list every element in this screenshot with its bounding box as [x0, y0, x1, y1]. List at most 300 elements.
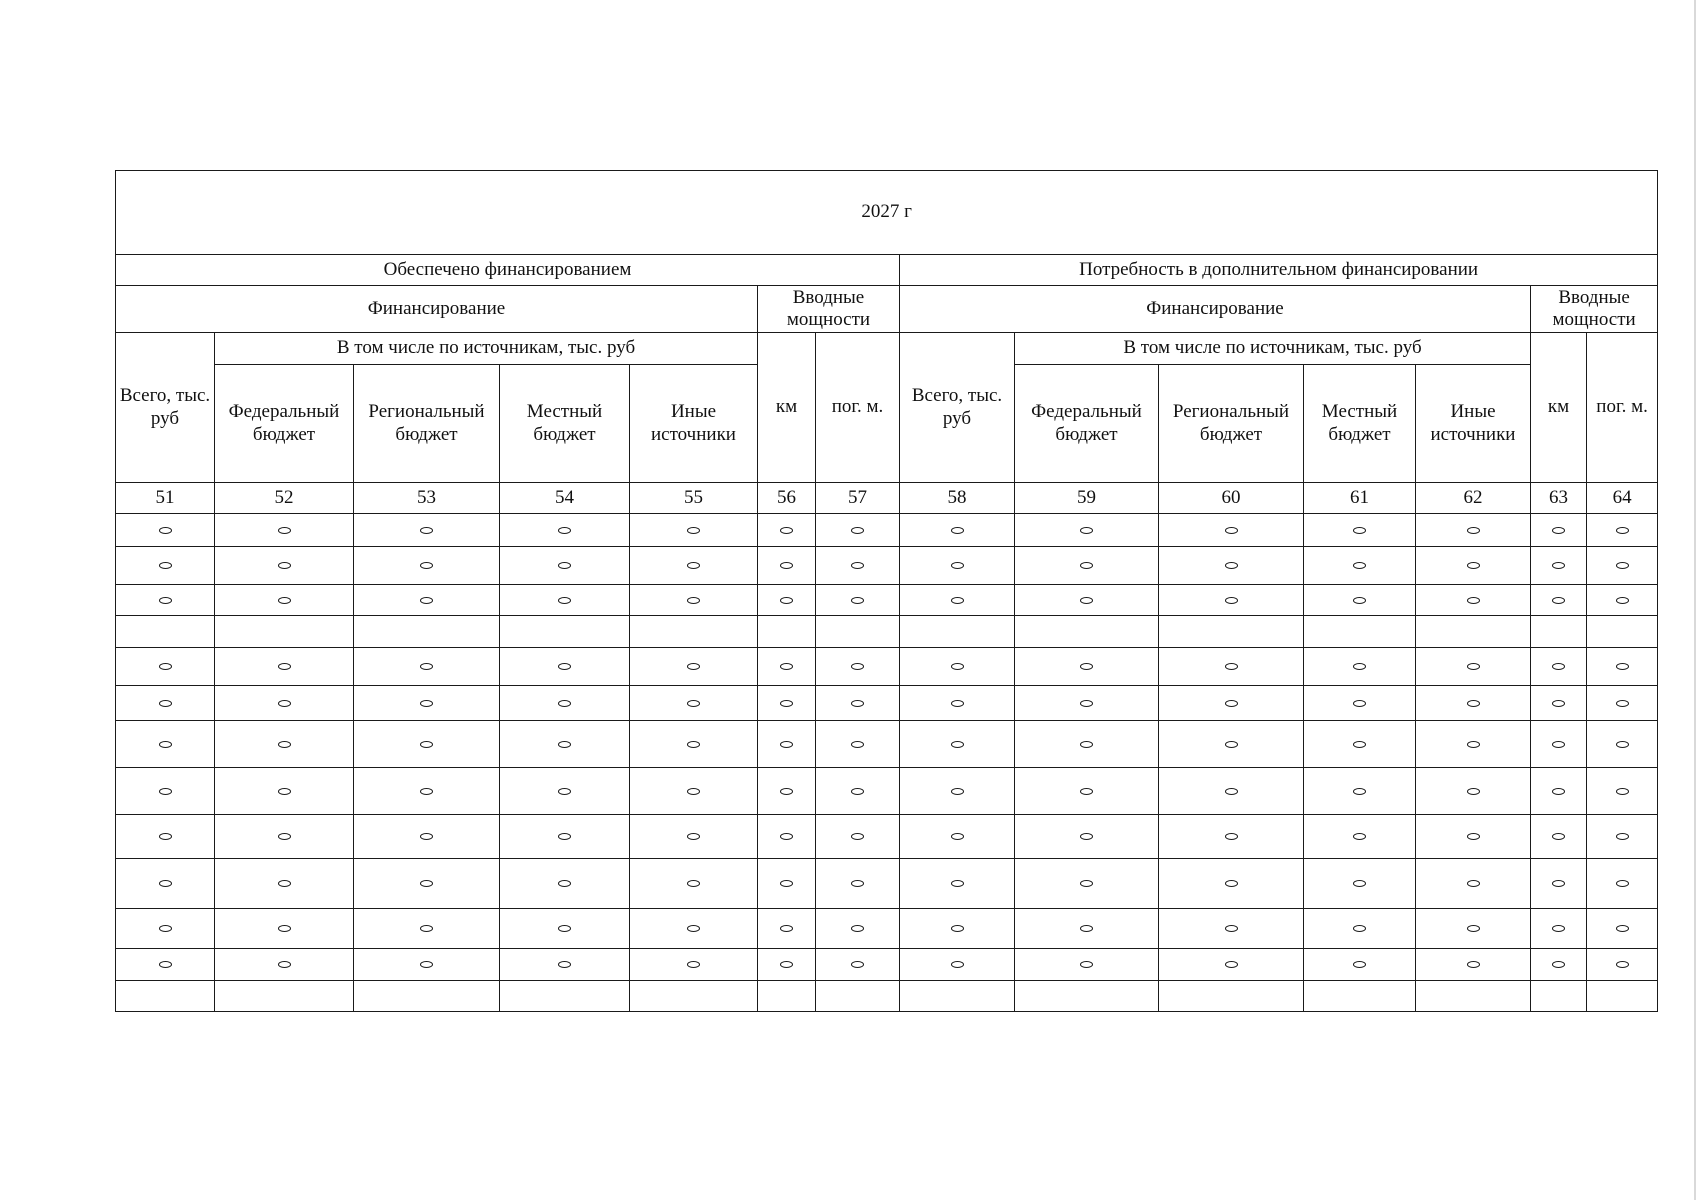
table-cell [816, 585, 900, 616]
dash-mark [159, 562, 172, 569]
table-cell [1159, 768, 1304, 815]
dash-mark [420, 562, 433, 569]
dash-mark [1552, 880, 1565, 887]
table-cell [900, 721, 1015, 768]
column-number: 61 [1304, 483, 1416, 514]
dash-mark [159, 597, 172, 604]
dash-mark [951, 741, 964, 748]
dash-mark [1616, 880, 1629, 887]
table-cell [900, 686, 1015, 721]
dash-mark [1467, 788, 1480, 795]
table-cell [1416, 949, 1531, 981]
table-cell [630, 721, 758, 768]
dash-mark [558, 663, 571, 670]
dash-mark [558, 961, 571, 968]
table-cell [1159, 949, 1304, 981]
dash-mark [1225, 700, 1238, 707]
table-cell [1159, 981, 1304, 1012]
dash-mark [851, 961, 864, 968]
table-cell [116, 514, 215, 547]
pog-header-left: пог. м. [816, 333, 900, 483]
table-cell [1015, 768, 1159, 815]
dash-mark [687, 700, 700, 707]
table-cell [1159, 859, 1304, 909]
dash-mark [687, 741, 700, 748]
table-cell [500, 686, 630, 721]
financing-header-right: Финансирование [900, 286, 1531, 333]
subgroup-header-row [116, 286, 1658, 333]
table-cell [1531, 616, 1587, 648]
table-cell [1531, 859, 1587, 909]
km-header-right: км [1531, 333, 1587, 483]
table-cell [354, 909, 500, 949]
dash-mark [1552, 700, 1565, 707]
dash-mark [558, 880, 571, 887]
dash-mark [159, 741, 172, 748]
table-cell [116, 949, 215, 981]
dash-mark [951, 663, 964, 670]
table-cell [1159, 909, 1304, 949]
dash-mark [851, 880, 864, 887]
table-cell [816, 721, 900, 768]
table-cell [1416, 981, 1531, 1012]
dash-mark [1225, 788, 1238, 795]
dash-mark [780, 663, 793, 670]
dash-mark [1552, 788, 1565, 795]
column-number: 59 [1015, 483, 1159, 514]
table-cell [215, 721, 354, 768]
table-cell [1015, 909, 1159, 949]
column-number: 53 [354, 483, 500, 514]
dash-mark [1080, 880, 1093, 887]
local-header-left: Местный бюджет [500, 365, 630, 483]
capacity-header-left: Вводные мощности [758, 286, 900, 333]
table-cell [816, 768, 900, 815]
dash-mark [278, 880, 291, 887]
dash-mark [1467, 741, 1480, 748]
column-number: 52 [215, 483, 354, 514]
dash-mark [851, 663, 864, 670]
other-header-right: Иные источники [1416, 365, 1531, 483]
table-cell [1587, 686, 1658, 721]
table-cell [1531, 514, 1587, 547]
pog-header-right: пог. м. [1587, 333, 1658, 483]
table-cell [1159, 686, 1304, 721]
table-cell [758, 909, 816, 949]
table-cell [1015, 721, 1159, 768]
dash-mark [1467, 663, 1480, 670]
column-number: 54 [500, 483, 630, 514]
dash-mark [558, 788, 571, 795]
dash-mark [420, 527, 433, 534]
table-cell [215, 909, 354, 949]
dash-mark [278, 562, 291, 569]
table-cell [1159, 616, 1304, 648]
table-cell [1159, 815, 1304, 859]
dash-mark [278, 597, 291, 604]
dash-mark [951, 788, 964, 795]
dash-mark [1552, 527, 1565, 534]
regional-header-right: Региональный бюджет [1159, 365, 1304, 483]
table-cell [215, 981, 354, 1012]
table-cell [215, 686, 354, 721]
column-number: 58 [900, 483, 1015, 514]
dash-mark [851, 562, 864, 569]
table-cell [1587, 981, 1658, 1012]
table-cell [1304, 616, 1416, 648]
dash-mark [1080, 833, 1093, 840]
dash-mark [851, 597, 864, 604]
table-cell [816, 859, 900, 909]
table-cell [1587, 909, 1658, 949]
table-cell [900, 547, 1015, 585]
dash-mark [558, 527, 571, 534]
total-header-right: Всего, тыс. руб [900, 333, 1015, 483]
table-cell [1304, 768, 1416, 815]
local-header-right: Местный бюджет [1304, 365, 1416, 483]
table-cell [1304, 721, 1416, 768]
table-cell [215, 514, 354, 547]
dash-mark [1616, 961, 1629, 968]
dash-mark [278, 741, 291, 748]
table-cell [630, 686, 758, 721]
dash-mark [1080, 562, 1093, 569]
dash-mark [558, 741, 571, 748]
dash-mark [1552, 597, 1565, 604]
dash-mark [159, 788, 172, 795]
table-cell [116, 815, 215, 859]
dash-mark [159, 833, 172, 840]
table-cell [758, 616, 816, 648]
table-cell [215, 648, 354, 686]
dash-mark [687, 961, 700, 968]
dash-mark [420, 663, 433, 670]
dash-mark [1225, 925, 1238, 932]
dash-mark [558, 925, 571, 932]
dash-mark [278, 788, 291, 795]
table-cell [354, 721, 500, 768]
table-title: 2027 г [116, 171, 1658, 255]
table-cell [215, 585, 354, 616]
column-number: 55 [630, 483, 758, 514]
dash-mark [1467, 700, 1480, 707]
table-cell [1159, 547, 1304, 585]
table-cell [900, 514, 1015, 547]
table-cell [116, 547, 215, 585]
table-cell [1587, 547, 1658, 585]
dash-mark [687, 562, 700, 569]
table-cell [758, 721, 816, 768]
dash-mark [159, 527, 172, 534]
dash-mark [851, 741, 864, 748]
table-cell [215, 768, 354, 815]
title-row [116, 171, 1658, 255]
dash-mark [1225, 597, 1238, 604]
dash-mark [951, 562, 964, 569]
table-cell [758, 648, 816, 686]
sources-header-left: В том числе по источникам, тыс. руб [215, 333, 758, 365]
dash-mark [780, 880, 793, 887]
column-number-row [116, 483, 1658, 514]
dash-mark [420, 597, 433, 604]
table-cell [1416, 585, 1531, 616]
table-cell [1159, 721, 1304, 768]
table-cell [215, 616, 354, 648]
dash-mark [1080, 597, 1093, 604]
table-cell [816, 616, 900, 648]
dash-mark [1616, 597, 1629, 604]
dash-mark [951, 961, 964, 968]
table-cell [630, 949, 758, 981]
table-cell [1304, 859, 1416, 909]
dash-mark [1467, 562, 1480, 569]
dash-mark [780, 700, 793, 707]
dash-mark [1467, 833, 1480, 840]
table-cell [758, 686, 816, 721]
table-row [116, 514, 1658, 547]
dash-mark [558, 700, 571, 707]
table-body [116, 171, 1658, 1012]
table-cell [116, 909, 215, 949]
table-cell [1015, 686, 1159, 721]
dash-mark [1616, 788, 1629, 795]
table-cell [1015, 648, 1159, 686]
table-row [116, 909, 1658, 949]
table-cell [116, 859, 215, 909]
table-cell [630, 815, 758, 859]
dash-mark [420, 741, 433, 748]
table-cell [1587, 721, 1658, 768]
dash-mark [278, 663, 291, 670]
table-cell [1531, 547, 1587, 585]
dash-mark [951, 700, 964, 707]
table-cell [1416, 514, 1531, 547]
table-cell [116, 981, 215, 1012]
dash-mark [159, 925, 172, 932]
table-cell [1304, 949, 1416, 981]
dash-mark [1080, 741, 1093, 748]
dash-mark [1225, 527, 1238, 534]
dash-mark [159, 961, 172, 968]
table-cell [630, 981, 758, 1012]
dash-mark [1552, 562, 1565, 569]
table-cell [900, 859, 1015, 909]
table-cell [630, 768, 758, 815]
table-cell [1531, 815, 1587, 859]
dash-mark [159, 880, 172, 887]
dash-mark [780, 961, 793, 968]
dash-mark [780, 925, 793, 932]
table-cell [500, 648, 630, 686]
table-cell [500, 514, 630, 547]
table-cell [630, 585, 758, 616]
table-cell [1015, 616, 1159, 648]
table-cell [215, 949, 354, 981]
dash-mark [1080, 663, 1093, 670]
table-cell [1304, 981, 1416, 1012]
table-cell [816, 981, 900, 1012]
dash-mark [1353, 741, 1366, 748]
dash-mark [1552, 741, 1565, 748]
secured-financing-header: Обеспечено финансированием [116, 255, 900, 286]
table-cell [354, 949, 500, 981]
dash-mark [1353, 597, 1366, 604]
table-row [116, 721, 1658, 768]
table-cell [1159, 514, 1304, 547]
sources-header-row [116, 333, 1658, 365]
table-cell [630, 859, 758, 909]
table-cell [758, 514, 816, 547]
table-cell [215, 859, 354, 909]
total-header-left: Всего, тыс. руб [116, 333, 215, 483]
dash-mark [278, 527, 291, 534]
table-cell [354, 514, 500, 547]
dash-mark [1616, 663, 1629, 670]
table-cell [500, 768, 630, 815]
table-row [116, 648, 1658, 686]
dash-mark [1080, 700, 1093, 707]
table-cell [1015, 981, 1159, 1012]
table-cell [354, 768, 500, 815]
column-number: 56 [758, 483, 816, 514]
table-cell [1416, 547, 1531, 585]
table-cell [354, 859, 500, 909]
dash-mark [1080, 527, 1093, 534]
table-cell [215, 547, 354, 585]
dash-mark [558, 562, 571, 569]
dash-mark [780, 562, 793, 569]
dash-mark [780, 527, 793, 534]
table-cell [630, 616, 758, 648]
table-cell [900, 768, 1015, 815]
table-cell [1304, 547, 1416, 585]
regional-header-left: Региональный бюджет [354, 365, 500, 483]
dash-mark [1353, 700, 1366, 707]
table-cell [354, 585, 500, 616]
dash-mark [1552, 833, 1565, 840]
dash-mark [1467, 527, 1480, 534]
other-header-left: Иные источники [630, 365, 758, 483]
table-cell [900, 648, 1015, 686]
table-row [116, 585, 1658, 616]
dash-mark [278, 925, 291, 932]
table-cell [816, 686, 900, 721]
table-cell [116, 721, 215, 768]
column-number: 57 [816, 483, 900, 514]
table-cell [900, 585, 1015, 616]
table-cell [1587, 949, 1658, 981]
empty-row [116, 981, 1658, 1012]
table-cell [1587, 585, 1658, 616]
dash-mark [1353, 833, 1366, 840]
dash-mark [951, 880, 964, 887]
table-cell [1159, 585, 1304, 616]
table-cell [1587, 815, 1658, 859]
table-cell [816, 648, 900, 686]
dash-mark [1616, 833, 1629, 840]
dash-mark [1353, 880, 1366, 887]
dash-mark [1225, 880, 1238, 887]
table-cell [1587, 648, 1658, 686]
dash-mark [1225, 663, 1238, 670]
table-cell [758, 547, 816, 585]
additional-financing-header: Потребность в дополнительном финансировании [900, 255, 1658, 286]
table-cell [1015, 547, 1159, 585]
table-cell [1015, 514, 1159, 547]
dash-mark [687, 833, 700, 840]
dash-mark [951, 527, 964, 534]
km-header-left: км [758, 333, 816, 483]
table-cell [900, 949, 1015, 981]
dash-mark [1080, 925, 1093, 932]
table-cell [1159, 648, 1304, 686]
table-cell [116, 648, 215, 686]
table-cell [900, 981, 1015, 1012]
financing-header-left: Финансирование [116, 286, 758, 333]
group-header-row [116, 255, 1658, 286]
table-cell [1587, 514, 1658, 547]
dash-mark [687, 597, 700, 604]
dash-mark [687, 880, 700, 887]
table-cell [1304, 648, 1416, 686]
table-cell [900, 616, 1015, 648]
table-cell [354, 616, 500, 648]
table-cell [816, 949, 900, 981]
table-cell [354, 648, 500, 686]
table-cell [215, 815, 354, 859]
dash-mark [159, 663, 172, 670]
table-cell [816, 514, 900, 547]
financing-table [115, 170, 1658, 1012]
table-cell [1531, 648, 1587, 686]
dash-mark [1552, 663, 1565, 670]
dash-mark [851, 527, 864, 534]
federal-header-right: Федеральный бюджет [1015, 365, 1159, 483]
sources-header-right: В том числе по источникам, тыс. руб [1015, 333, 1531, 365]
table-cell [500, 949, 630, 981]
dash-mark [1467, 880, 1480, 887]
table-cell [500, 721, 630, 768]
table-cell [630, 514, 758, 547]
dash-mark [687, 925, 700, 932]
table-cell [1531, 721, 1587, 768]
dash-mark [558, 597, 571, 604]
dash-mark [1353, 961, 1366, 968]
column-number: 64 [1587, 483, 1658, 514]
dash-mark [1353, 562, 1366, 569]
dash-mark [851, 700, 864, 707]
column-number: 63 [1531, 483, 1587, 514]
dash-mark [780, 788, 793, 795]
table-cell [1416, 815, 1531, 859]
dash-mark [1552, 961, 1565, 968]
dash-mark [420, 788, 433, 795]
table-cell [1304, 686, 1416, 721]
dash-mark [1353, 788, 1366, 795]
table-cell [758, 981, 816, 1012]
table-row [116, 949, 1658, 981]
table-cell [1015, 859, 1159, 909]
table-cell [1531, 768, 1587, 815]
table-cell [1531, 949, 1587, 981]
table-cell [1015, 949, 1159, 981]
table-cell [1416, 909, 1531, 949]
table-cell [1587, 859, 1658, 909]
table-cell [1587, 768, 1658, 815]
table-cell [1416, 616, 1531, 648]
dash-mark [1225, 562, 1238, 569]
dash-mark [1353, 663, 1366, 670]
